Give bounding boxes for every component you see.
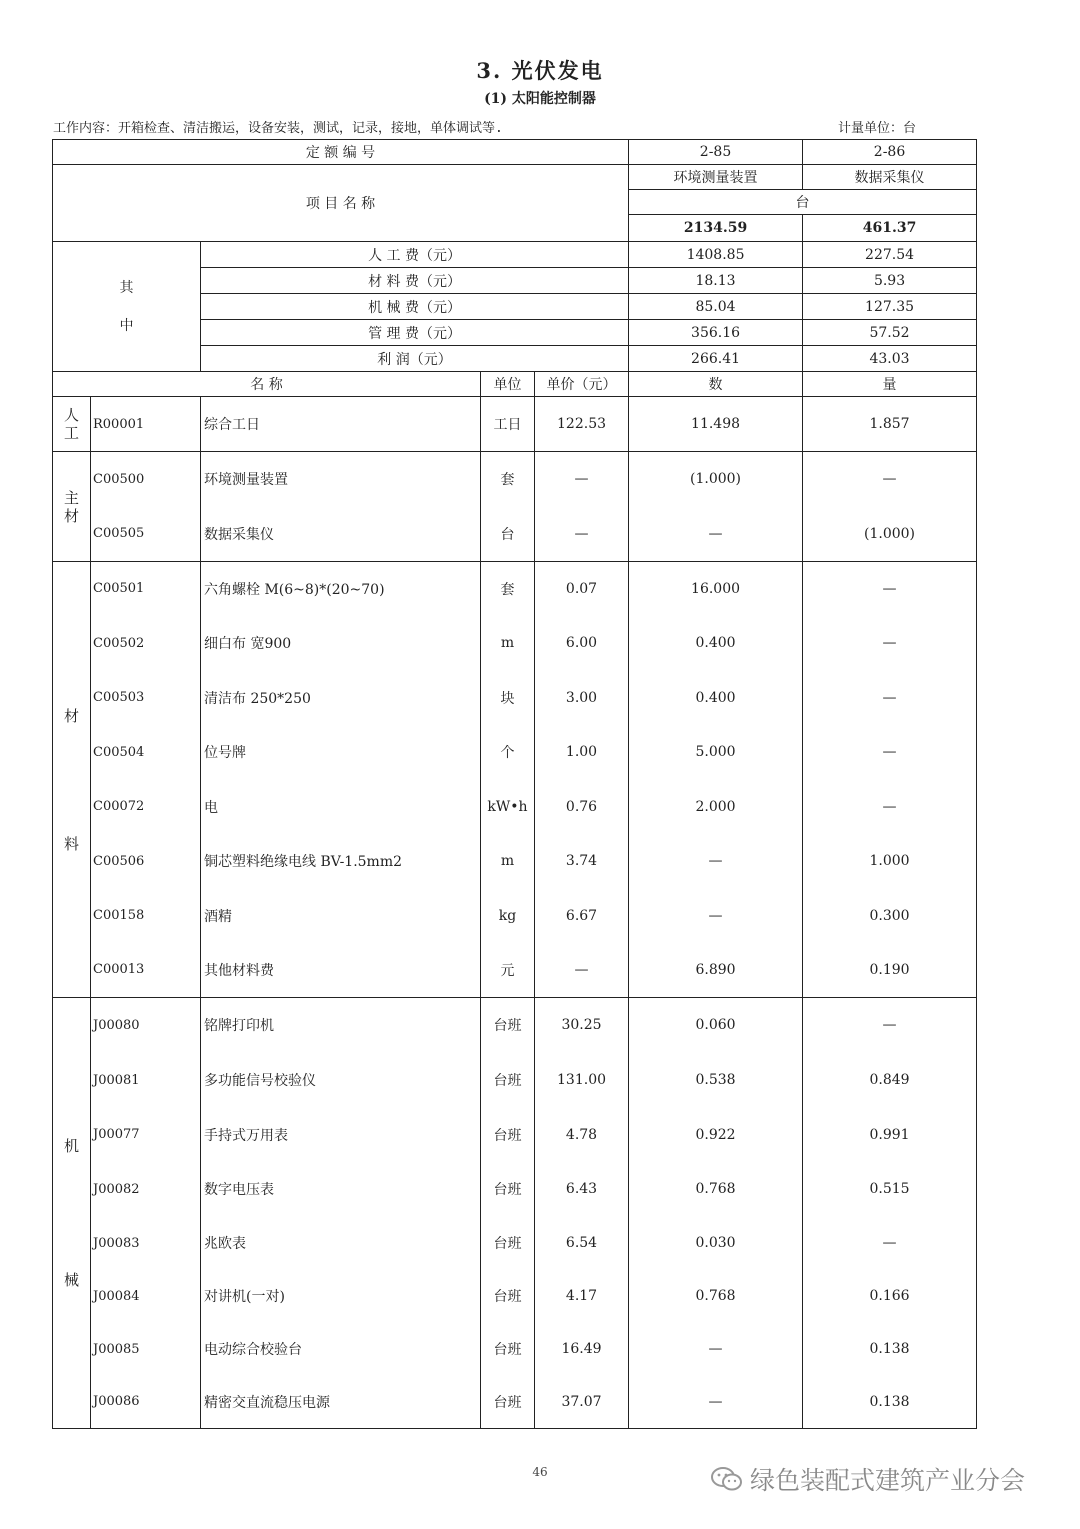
table-row (53, 1270, 977, 1323)
item-name: 细白布 宽900 (201, 616, 481, 671)
item-qty-2: — (803, 1217, 977, 1270)
item-code: C00013 (91, 943, 201, 998)
item-price: 30.25 (535, 998, 629, 1053)
item-name: 铜芯塑料绝缘电线 BV-1.5mm2 (201, 834, 481, 889)
item-unit: 台 (629, 190, 977, 215)
item-code: C00072 (91, 780, 201, 834)
page-subtitle: (1) 太阳能控制器 (484, 91, 596, 107)
table-row (53, 1162, 977, 1217)
item-unit: 台班 (481, 1376, 535, 1429)
item-code: C00500 (91, 452, 201, 507)
item-qty-2: — (803, 671, 977, 725)
fee-profit-1: 266.41 (629, 346, 803, 372)
item-label: 项 目 名 称 (53, 165, 629, 242)
item-qty-2: — (803, 616, 977, 671)
item-qty-1: 0.922 (629, 1108, 803, 1162)
group-label-text: 主材 (64, 488, 80, 525)
item-qty-2: — (803, 780, 977, 834)
group-label (53, 397, 91, 452)
item-name: 环境测量装置 (201, 452, 481, 507)
item-qty-2: 1.857 (803, 397, 977, 452)
item-unit: 台班 (481, 1323, 535, 1376)
item-qty-2: 0.190 (803, 943, 977, 998)
machine-section (53, 998, 977, 1429)
fee-label-management: 管 理 费（元） (201, 320, 629, 346)
item-price: — (535, 452, 629, 507)
table-row (53, 562, 977, 616)
table-row (53, 671, 977, 725)
item-unit: 元 (481, 943, 535, 998)
item-qty-2: 0.300 (803, 889, 977, 943)
item-name: 多功能信号校验仪 (201, 1053, 481, 1108)
item-price: 6.67 (535, 889, 629, 943)
wechat-icon (710, 1465, 744, 1493)
item-price: 122.53 (535, 397, 629, 452)
item-price: 0.76 (535, 780, 629, 834)
item-code: J00083 (91, 1217, 201, 1270)
item-name: 其他材料费 (201, 943, 481, 998)
item-name: 数据采集仪 (201, 507, 481, 562)
item-unit: 台班 (481, 1162, 535, 1217)
item-code: C00158 (91, 889, 201, 943)
fee-management-2: 57.52 (803, 320, 977, 346)
group-label (53, 452, 91, 562)
item-qty-1: 0.400 (629, 671, 803, 725)
item-unit: 套 (481, 562, 535, 616)
fee-material-2: 5.93 (803, 268, 977, 294)
watermark-text: 绿色装配式建筑产业分会 (750, 1466, 1026, 1495)
item-name: 电 (201, 780, 481, 834)
item-code: C00503 (91, 671, 201, 725)
base-price-1: 2134.59 (629, 215, 803, 242)
group-label-wrap (56, 1137, 87, 1289)
item-qty-2: 1.000 (803, 834, 977, 889)
item-price: 3.00 (535, 671, 629, 725)
item-name: 精密交直流稳压电源 (201, 1376, 481, 1429)
watermark (710, 1461, 1025, 1497)
group-label-top: 机 (63, 1137, 79, 1155)
item-code: J00080 (91, 998, 201, 1053)
fee-management-1: 356.16 (629, 320, 803, 346)
item-name: 位号牌 (201, 725, 481, 780)
item-unit: 块 (481, 671, 535, 725)
table-row (53, 507, 977, 562)
quota-code-1: 2-85 (629, 140, 803, 165)
table-row (53, 616, 977, 671)
table-row (53, 1108, 977, 1162)
item-qty-1: 11.498 (629, 397, 803, 452)
item-unit: 台班 (481, 1053, 535, 1108)
table-row (53, 452, 977, 507)
item-qty-1: 0.400 (629, 616, 803, 671)
item-qty-1: 2.000 (629, 780, 803, 834)
item-qty-1: — (629, 889, 803, 943)
item-qty-2: (1.000) (803, 507, 977, 562)
item-qty-1: (1.000) (629, 452, 803, 507)
item-price: 16.49 (535, 1323, 629, 1376)
of-which-text: 其 中 (119, 279, 134, 334)
group-label-bottom: 械 (63, 1271, 79, 1289)
item-code: C00506 (91, 834, 201, 889)
item-unit: kg (481, 889, 535, 943)
item-qty-1: 5.000 (629, 725, 803, 780)
table-row (53, 1323, 977, 1376)
page-number: 46 (532, 1465, 548, 1479)
item-code: C00502 (91, 616, 201, 671)
item-price: 4.78 (535, 1108, 629, 1162)
measure-unit: 计量单位：台 (838, 121, 917, 136)
item-unit: 工日 (481, 397, 535, 452)
group-label-top: 材 (63, 706, 79, 725)
item-name: 六角螺栓 M(6~8)*(20~70) (201, 562, 481, 616)
item-name: 手持式万用表 (201, 1108, 481, 1162)
item-name-1: 环境测量装置 (629, 165, 803, 190)
col-header-price: 单价（元） (535, 372, 629, 397)
item-qty-1: 0.768 (629, 1270, 803, 1323)
fee-machine-2: 127.35 (803, 294, 977, 320)
item-qty-2: 0.515 (803, 1162, 977, 1217)
quota-label: 定 额 编 号 (53, 140, 629, 165)
item-unit: 套 (481, 452, 535, 507)
item-price: 6.00 (535, 616, 629, 671)
item-price: 37.07 (535, 1376, 629, 1429)
item-code: C00505 (91, 507, 201, 562)
table-row (53, 998, 977, 1053)
table-row (53, 780, 977, 834)
item-qty-2: 0.991 (803, 1108, 977, 1162)
item-name: 清洁布 250*250 (201, 671, 481, 725)
item-price: 131.00 (535, 1053, 629, 1108)
item-qty-1: 0.768 (629, 1162, 803, 1217)
material-section (53, 562, 977, 998)
col-header-qty-a: 数 (629, 372, 803, 397)
item-qty-2: — (803, 562, 977, 616)
of-which-label (53, 242, 201, 372)
item-name: 电动综合校验台 (201, 1323, 481, 1376)
fee-labor-2: 227.54 (803, 242, 977, 268)
item-qty-2: 0.849 (803, 1053, 977, 1108)
item-unit: 个 (481, 725, 535, 780)
item-price: — (535, 943, 629, 998)
item-unit: 台班 (481, 1270, 535, 1323)
item-unit: 台班 (481, 998, 535, 1053)
quota-table (52, 139, 977, 1429)
item-code: J00084 (91, 1270, 201, 1323)
item-price: 6.43 (535, 1162, 629, 1217)
quota-code-2: 2-86 (803, 140, 977, 165)
table-row (53, 889, 977, 943)
item-qty-1: — (629, 834, 803, 889)
item-code: J00077 (91, 1108, 201, 1162)
item-qty-1: — (629, 1376, 803, 1429)
fee-labor-1: 1408.85 (629, 242, 803, 268)
item-unit: m (481, 616, 535, 671)
item-qty-2: 0.138 (803, 1323, 977, 1376)
group-label (53, 562, 91, 998)
table-row (53, 397, 977, 452)
item-price: 3.74 (535, 834, 629, 889)
fee-profit-2: 43.03 (803, 346, 977, 372)
table-row (53, 943, 977, 998)
item-unit: 台班 (481, 1108, 535, 1162)
group-label-wrap (56, 707, 87, 853)
fee-label-machine: 机 械 费（元） (201, 294, 629, 320)
table-row (53, 834, 977, 889)
item-qty-1: 16.000 (629, 562, 803, 616)
page-title: 3. 光伏发电 (476, 58, 604, 83)
col-header-unit: 单位 (481, 372, 535, 397)
group-label (53, 998, 91, 1429)
labor-section (53, 397, 977, 452)
fee-label-profit: 利 润（元） (201, 346, 629, 372)
fee-label-labor: 人 工 费（元） (201, 242, 629, 268)
table-row (53, 725, 977, 780)
item-name: 数字电压表 (201, 1162, 481, 1217)
item-code: R00001 (91, 397, 201, 452)
work-content: 工作内容：开箱检查、清洁搬运，设备安装，测试，记录，接地，单体调试等. (53, 121, 503, 136)
fee-machine-1: 85.04 (629, 294, 803, 320)
group-label-text: 人工 (64, 406, 80, 442)
col-header-name: 名 称 (53, 372, 481, 397)
item-code: C00504 (91, 725, 201, 780)
fee-material-1: 18.13 (629, 268, 803, 294)
item-code: J00086 (91, 1376, 201, 1429)
item-qty-1: — (629, 1323, 803, 1376)
item-qty-1: — (629, 507, 803, 562)
item-price: 0.07 (535, 562, 629, 616)
item-name: 兆欧表 (201, 1217, 481, 1270)
item-unit: kW•h (481, 780, 535, 834)
fee-label-material: 材 料 费（元） (201, 268, 629, 294)
main-material-section (53, 452, 977, 562)
item-name: 对讲机(一对) (201, 1270, 481, 1323)
table-row (53, 1376, 977, 1429)
item-qty-2: 0.166 (803, 1270, 977, 1323)
item-unit: 台 (481, 507, 535, 562)
item-qty-1: 0.060 (629, 998, 803, 1053)
item-code: J00085 (91, 1323, 201, 1376)
item-qty-2: — (803, 725, 977, 780)
item-price: — (535, 507, 629, 562)
group-label-bottom: 料 (63, 834, 79, 853)
item-qty-2: 0.138 (803, 1376, 977, 1429)
item-qty-1: 6.890 (629, 943, 803, 998)
item-code: J00081 (91, 1053, 201, 1108)
base-price-2: 461.37 (803, 215, 977, 242)
item-qty-1: 0.538 (629, 1053, 803, 1108)
item-price: 1.00 (535, 725, 629, 780)
item-price: 4.17 (535, 1270, 629, 1323)
item-unit: m (481, 834, 535, 889)
item-qty-1: 0.030 (629, 1217, 803, 1270)
item-price: 6.54 (535, 1217, 629, 1270)
table-row (53, 1053, 977, 1108)
item-qty-2: — (803, 998, 977, 1053)
item-name: 铭牌打印机 (201, 998, 481, 1053)
table-row (53, 1217, 977, 1270)
item-name: 酒精 (201, 889, 481, 943)
item-qty-2: — (803, 452, 977, 507)
item-code: C00501 (91, 562, 201, 616)
item-unit: 台班 (481, 1217, 535, 1270)
item-name: 综合工日 (201, 397, 481, 452)
item-name-2: 数据采集仪 (803, 165, 977, 190)
item-code: J00082 (91, 1162, 201, 1217)
col-header-qty-b: 量 (803, 372, 977, 397)
